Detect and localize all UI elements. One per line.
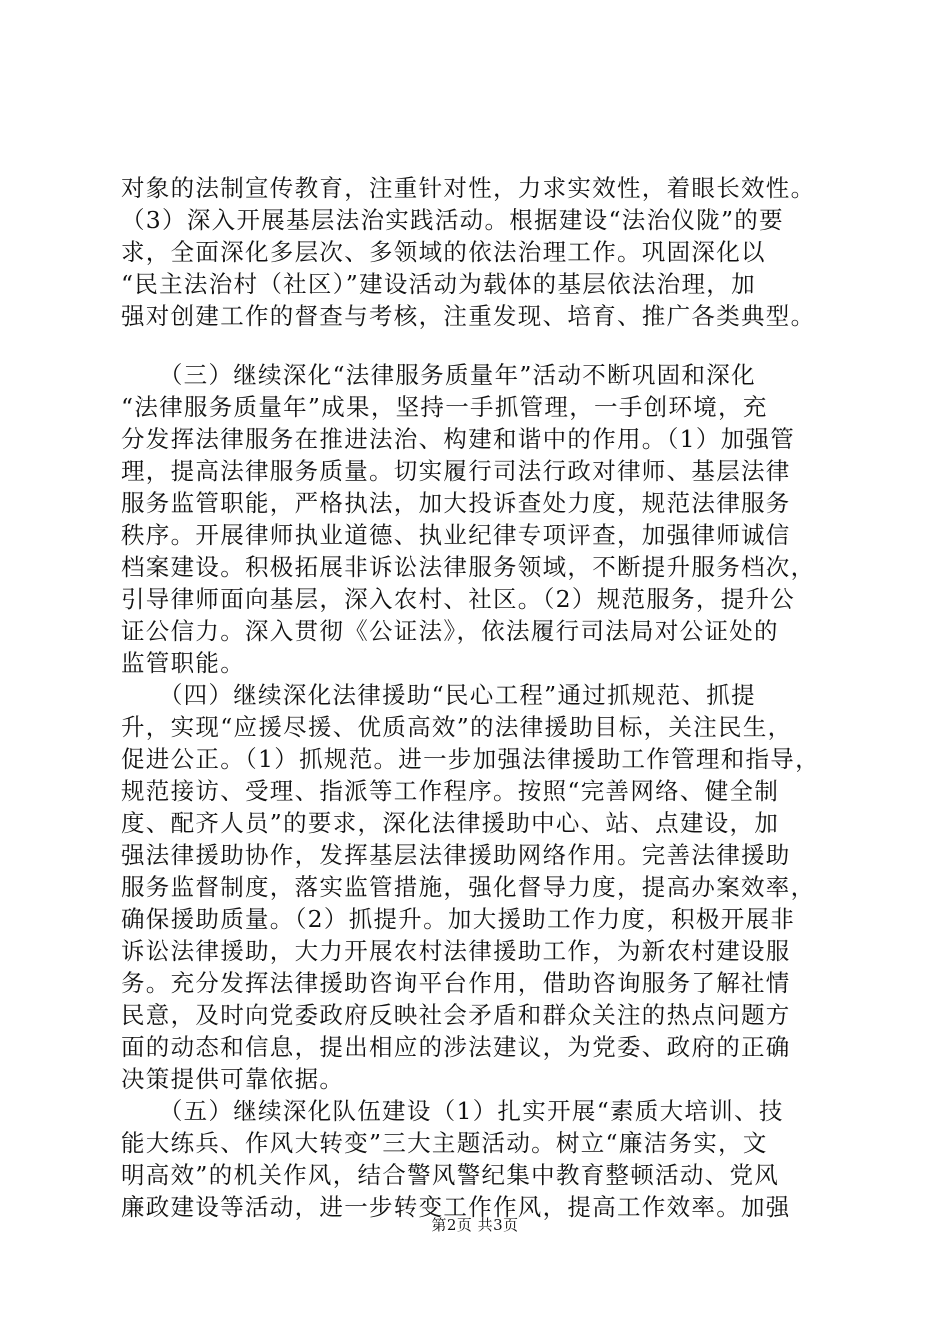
text-line: （三）继续深化“法律服务质量年”活动不断巩固和深化 (121, 361, 756, 389)
text-line: “法律服务质量年”成果，坚持一手抓管理，一手创环境，充 (121, 393, 768, 421)
text-line: 引导律师面向基层，深入农村、社区。（2）规范服务，提升公 (121, 585, 796, 613)
text-line: 明高效”的机关作风，结合警风警纪集中教育整顿活动、党风 (121, 1161, 780, 1189)
text-line: 度、配齐人员”的要求，深化法律援助中心、站、点建设，加 (121, 809, 780, 837)
text-line: 决策提供可靠依据。 (121, 1065, 345, 1093)
paragraph-1 (121, 172, 841, 332)
text-line: 分发挥法律服务在推进法治、构建和谐中的作用。（1）加强管 (121, 425, 796, 453)
text-line: （3）深入开展基层法治实践活动。根据建设“法治仪陇”的要 (121, 206, 784, 234)
text-line: 务。充分发挥法律援助咨询平台作用，借助咨询服务了解社情 (121, 969, 791, 997)
text-line: 秩序。开展律师执业道德、执业纪律专项评查，加强律师诚信 (121, 521, 791, 549)
text-line: 监管职能。 (121, 649, 245, 677)
text-line: 求，全面深化多层次、多领域的依法治理工作。巩固深化以 (121, 238, 766, 266)
paragraph-2 (121, 359, 841, 679)
document-body (121, 172, 841, 1223)
text-line: 民意，及时向党委政府反映社会矛盾和群众关注的热点问题方 (121, 1001, 791, 1029)
text-line: （五）继续深化队伍建设（1）扎实开展“素质大培训、技 (121, 1097, 784, 1125)
text-line: “民主法治村（社区）”建设活动为载体的基层依法治理，加 (121, 270, 756, 298)
text-line: 服务监督制度，落实监管措施，强化督导力度，提高办案效率， (121, 873, 816, 901)
text-line: 理，提高法律服务质量。切实履行司法行政对律师、基层法律 (121, 457, 791, 485)
paragraph-4 (121, 1095, 841, 1223)
text-line: 档案建设。积极拓展非诉讼法律服务领域，不断提升服务档次， (121, 553, 816, 581)
paragraph-3 (121, 679, 841, 1095)
text-line: 强法律援助协作，发挥基层法律援助网络作用。完善法律援助 (121, 841, 791, 869)
text-line: 促进公正。（1）抓规范。进一步加强法律援助工作管理和指导， (121, 745, 820, 773)
text-line: 强对创建工作的督查与考核，注重发现、培育、推广各类典型。 (121, 302, 816, 330)
text-line: 对象的法制宣传教育，注重针对性，力求实效性，着眼长效性。 (121, 174, 816, 202)
text-line: 服务监管职能，严格执法，加大投诉查处力度，规范法律服务 (121, 489, 791, 517)
text-line: 能大练兵、作风大转变”三大主题活动。树立“廉洁务实，文 (121, 1129, 768, 1157)
text-line: 诉讼法律援助，大力开展农村法律援助工作，为新农村建设服 (121, 937, 791, 965)
text-line: 廉政建设等活动，进一步转变工作作风，提高工作效率。加强 (121, 1193, 791, 1221)
text-line: 确保援助质量。（2）抓提升。加大援助工作力度，积极开展非 (121, 905, 796, 933)
text-line: 升，实现“应援尽援、优质高效”的法律援助目标，关注民生， (121, 713, 793, 741)
text-line: （四）继续深化法律援助“民心工程”通过抓规范、抓提 (121, 681, 756, 709)
page-number-footer: 第2页 共3页 (431, 1216, 519, 1234)
paragraph-spacer (121, 332, 841, 359)
text-line: 规范接访、受理、指派等工作程序。按照“完善网络、健全制 (121, 777, 780, 805)
text-line: 证公信力。深入贯彻《公证法》，依法履行司法局对公证处的 (121, 617, 779, 645)
text-line: 面的动态和信息，提出相应的涉法建议，为党委、政府的正确 (121, 1033, 791, 1061)
